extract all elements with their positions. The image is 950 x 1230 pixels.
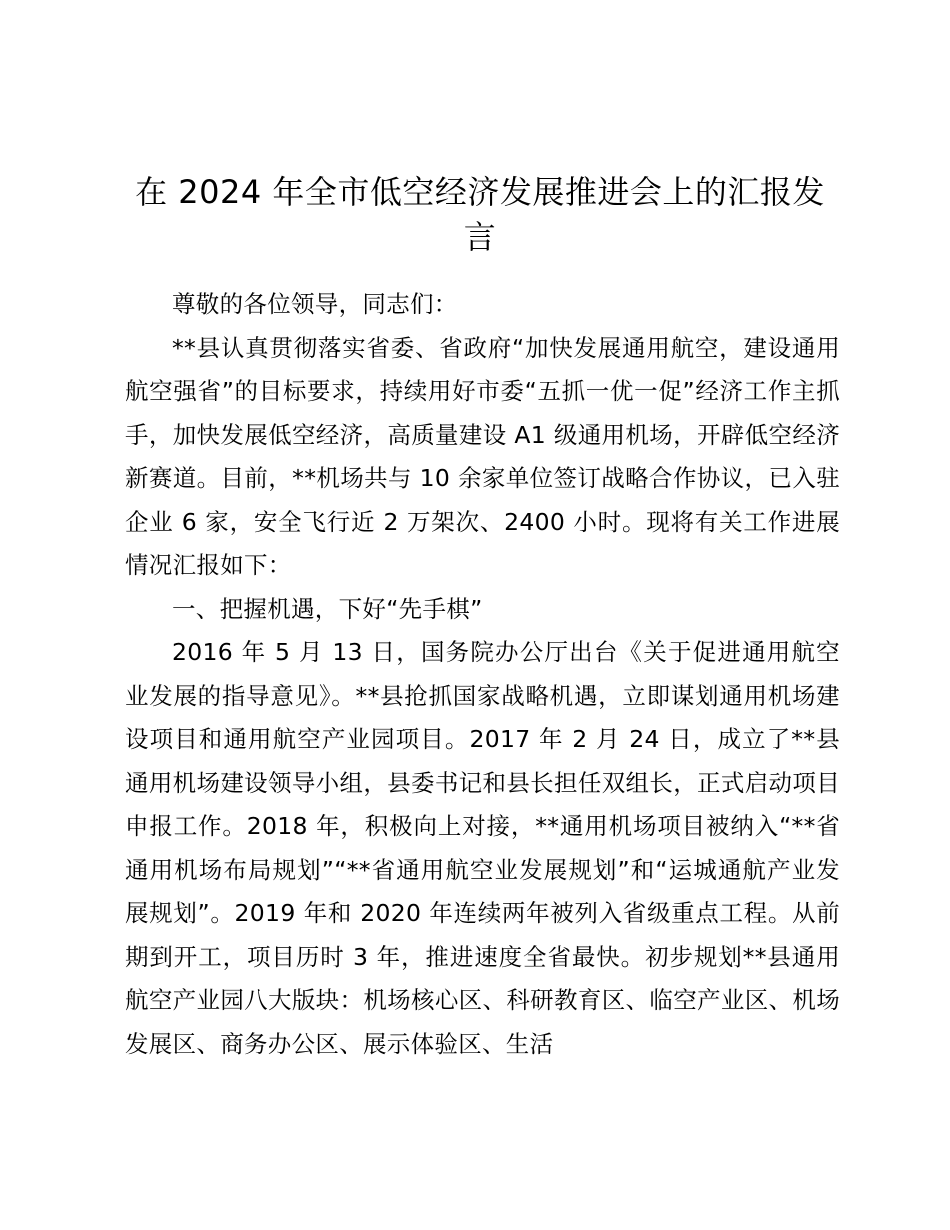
history-paragraph: 2016 年 5 月 13 日，国务院办公厅出台《关于促进通用航空业发展的指导意见》。**县抢抓国家战略机遇，立即谋划通用机场建设项目和通用航空产业园项目。2017 年 2 月 24 日，成立了**县通用机场建设领导小组，县委书记和县长担任双组长，正式启动项目申报工作。2018 年，积极向上对接，**通用机场项目被纳入“**省通用机场布局规划”“**省通用航空业发展规划”和“运城通航产业发展规划”。2019 年和 2020 年连续两年被列入省级重点工程。从前期到开工，项目历时 3 年，推进速度全省最快。初步规划**县通用航空产业园八大版块：机场核心区、科研教育区、临空产业区、机场发展区、商务办公区、展示体验区、生活 xyxy=(125,638,840,1058)
intro-paragraph: **县认真贯彻落实省委、省政府“加快发展通用航空，建设通用航空强省”的目标要求，持续用好市委“五抓一优一促”经济工作主抓手，加快发展低空经济，高质量建设 A1 级通用机场，开辟低空经济新赛道。目前，**机场共与 10 余家单位签订战略合作协议，已入驻企业 6 家，安全飞行近 2 万架次、2400 小时。现将有关工作进展情况汇报如下： xyxy=(125,333,840,579)
section-heading: 一、把握机遇，下好“先手棋” xyxy=(172,594,483,623)
salutation: 尊敬的各位领导，同志们： xyxy=(172,290,458,318)
document-title: 在 2024 年全市低空经济发展推进会上的汇报发言 xyxy=(135,173,825,256)
document-body xyxy=(125,283,840,1066)
